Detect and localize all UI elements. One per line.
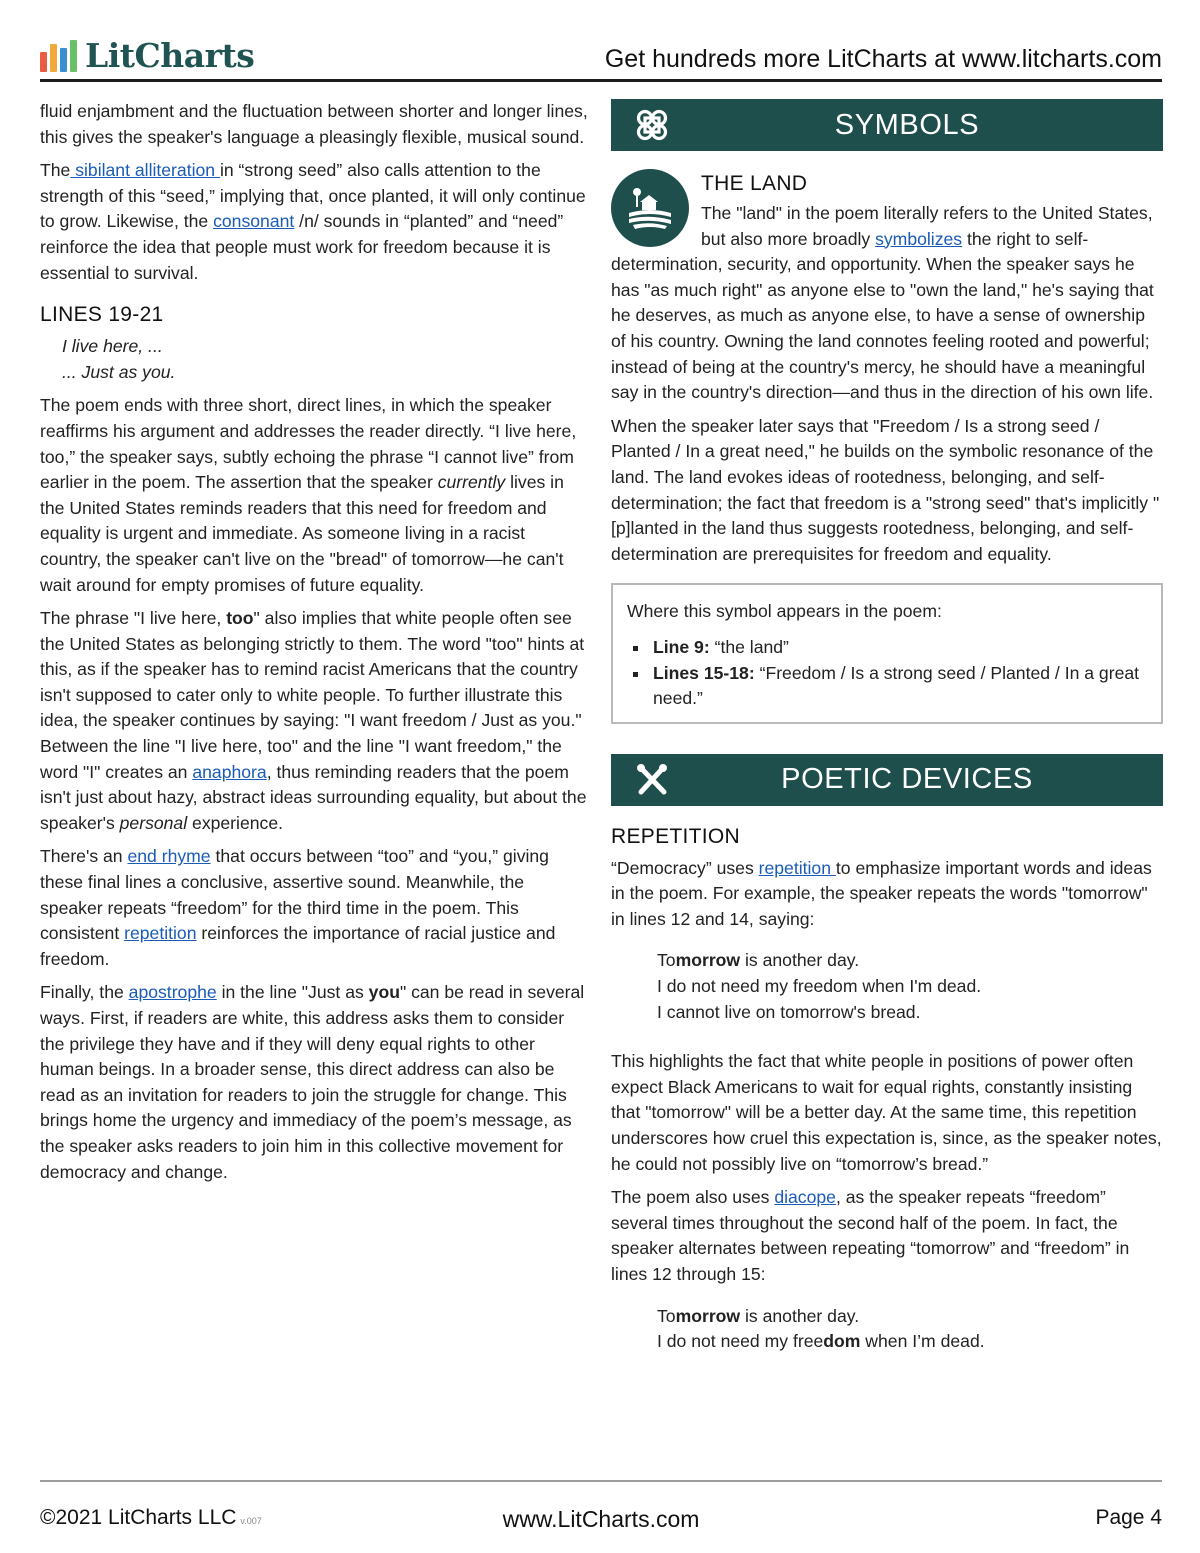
poetic-devices-banner [611,754,1163,806]
text: Finally, the [40,982,129,1003]
page-footer [40,1480,1162,1540]
poem-excerpt [657,948,1163,1025]
paragraph [40,158,590,286]
logo-bar [60,48,67,72]
paragraph [40,844,590,972]
symbols-knot-icon [633,108,671,142]
text: to emphasize important words and ideas in the poem. For example, the speaker repeats the words "tomorrow" in lines 12 and 14, saying: [611,857,1152,929]
text: There's an [40,846,128,867]
paragraph: fluid enjambment and the fluctuation between shorter and longer lines, this gives the speaker's language a pleasingly flexible, musical sound. [40,101,588,147]
poetic-devices-title: POETIC DEVICES [781,763,1033,796]
logo-bar [70,40,77,72]
link-anaphora[interactable]: anaphora [192,761,267,782]
text: The "land" in the poem literally refers to the United States, but also more broadly [701,203,1153,249]
text: in “strong seed” also calls attention to the strength of this “seed,” implying that, once planted, it will only continue to grow. Likewise, the [40,160,586,232]
text: The poem also uses [611,1187,775,1208]
text: experience. [187,812,283,833]
paragraph [40,393,590,598]
text: is another day. [740,950,860,971]
text: The phrase "I live here, [40,608,227,629]
link-sibilant-alliteration[interactable]: sibilant alliteration [70,160,220,181]
appearances-list [627,635,1147,712]
text: " also implies that white people often see the United States as belonging strictly to them. The word "too" hints at this, as if the speaker has to remind racist Americans that the country isn't supposed to cater only to white people. To further illustrate this idea, the speaker continues by saying: "I want freedom / Just as you." Between the line "I live here, too" and the line "I want freedom," the word "I" creates an [40,608,585,782]
symbol-the-land [611,169,1163,406]
page-number: Page 4 [1095,1506,1162,1529]
text: To [657,950,676,971]
logo-bars-icon [40,40,77,72]
text: lives in the United States reminds readers that this need for freedom and equality is urgent and immediate. As someone living in a racist country, the speaker can't live on the "bread" of tomorrow—he can't wait around for empty promises of future equality. [40,472,564,595]
list-item [653,661,1147,712]
text: " can be read in several ways. First, if readers are white, this address asks them to consider the privilege they have and if they will deny equal rights to other human beings. In a broader sense, this direct address can also be read as an invitation for readers to join the struggle for change. This brings home the urgency and immediacy of the poem’s message, as the speaker asks readers to join him in this collective movement for democracy and change. [40,982,585,1182]
bold-text: morrow [675,950,741,971]
text: I do not need my freedom when I'm dead. [657,976,982,997]
link-consonant[interactable]: consonant [213,211,295,232]
paragraph: When the speaker later says that "Freedom / Is a strong seed / Planted / In a great need," he builds on the symbolic resonance of the land. The land evokes ideas of rootedness, belonging, and self-determination; the fact that freedom is a "strong seed" that's implicitly "[p]lanted in the land thus suggests rootedness, belonging, and self-determination are prerequisites for freedom and equality. [611,415,1160,564]
text: /n/ sounds in “planted” and “need” reinforce the idea that people must work for freedom because it is essential to survival. [40,211,564,283]
bold-text: dom [823,1331,861,1352]
poem-line [657,948,1163,974]
paragraph [611,201,1163,406]
link-repetition[interactable]: repetition [758,857,836,878]
logo-bar [40,52,47,72]
left-column [40,99,590,1193]
bold-text: too [226,608,254,629]
device-heading: REPETITION [611,824,741,848]
symbols-title: SYMBOLS [834,108,980,141]
tools-icon [633,763,671,797]
bold-text: morrow [675,1305,741,1326]
emphasis: currently [437,472,506,493]
quote-text: “Freedom / Is a strong seed / Planted / In a great need.” [653,662,1140,709]
text: , as the speaker repeats “freedom” several times throughout the second half of the poem. In fact, the speaker alternates between repeating “tomorrow” and “freedom” in lines 12 through 15: [611,1187,1130,1284]
paragraph: This highlights the fact that white people in positions of power often expect Black Americans to wait for equal rights, constantly insisting that "tomorrow" will be a better day. At the same time, this repetition underscores how cruel this expectation is, since, as the speaker notes, he could not possibly live on “tomorrow’s bread.” [611,1051,1162,1174]
logo-text: LitCharts [85,36,255,75]
quote-line: ... Just as you. [62,361,176,382]
section-heading: LINES 19-21 [40,303,164,327]
right-column [611,99,1163,1355]
quote-line: I live here, ... [62,336,163,357]
text: that occurs between “too” and “you,” giving these final lines a conclusive, assertive sound. Meanwhile, the speaker repeats “freedom” for the third time in the poem. This consistent [40,846,549,944]
litcharts-logo[interactable] [40,36,255,75]
page-header [40,34,1162,82]
symbol-appearances-box [611,583,1163,723]
text: “Democracy” uses [611,857,759,878]
poem-line [657,974,1163,1000]
text: I cannot live on tomorrow's bread. [657,1001,921,1022]
version-label: v.007 [240,1516,262,1526]
text: I do not need my free [657,1331,824,1352]
copyright-text: ©2021 LitCharts LLC [40,1506,237,1529]
text: The poem ends with three short, direct lines, in which the speaker reaffirms his argument and addresses the reader directly. “I live here, too,” the speaker says, subtly echoing the phrase “I cannot live” from earlier in the poem. The assertion that the speaker [40,395,577,493]
bold-text: you [368,982,400,1003]
link-symbolizes[interactable]: symbolizes [875,228,963,249]
text: reinforces the importance of racial justice and freedom. [40,923,556,969]
paragraph [40,980,590,1185]
land-icon [611,169,689,247]
paragraph [611,1185,1163,1287]
land-house-fields-icon [625,183,675,233]
header-tagline: Get hundreds more LitCharts at www.litcharts.com [604,45,1162,73]
symbol-title: THE LAND [701,172,808,195]
poem-quote [62,334,590,385]
list-item [653,635,1147,661]
appearances-title: Where this symbol appears in the poem: [627,601,942,622]
link-diacope[interactable]: diacope [774,1187,836,1208]
poem-line [657,1329,1163,1355]
symbols-banner [611,99,1163,151]
link-apostrophe[interactable]: apostrophe [128,982,217,1003]
text: , thus reminding readers that the poem isn't just about hazy, abstract ideas surrounding equality, but about the speaker's [40,761,587,833]
paragraph [611,856,1163,933]
text: is another day. [740,1305,860,1326]
emphasis: personal [119,812,188,833]
poem-excerpt [657,1304,1163,1355]
line-ref: Line 9: [653,636,710,657]
quote-text: “the land” [709,636,789,657]
link-end-rhyme[interactable]: end rhyme [127,846,211,867]
link-repetition[interactable]: repetition [124,923,197,944]
text: in the line "Just as [216,982,369,1003]
poem-line [657,1000,1163,1026]
poem-line [657,1304,1163,1330]
line-ref: Lines 15-18: [653,662,755,683]
footer-site-link[interactable]: www.LitCharts.com [502,1506,700,1532]
paragraph [40,606,590,836]
logo-bar [50,44,57,72]
text: To [657,1305,676,1326]
text: The [40,160,71,181]
text: when I’m dead. [860,1331,985,1352]
text: the right to self-determination, security, and opportunity. When the speaker says he has "as much right" as anyone else to "own the land," he's saying that he deserves, as much as anyone else, to have a sense of ownership of his country. Owning the land connotes feeling rooted and powerful; instead of being at the country's mercy, he should have a meaningful say in the country's direction—and thus in the direction of his own life. [611,228,1154,403]
